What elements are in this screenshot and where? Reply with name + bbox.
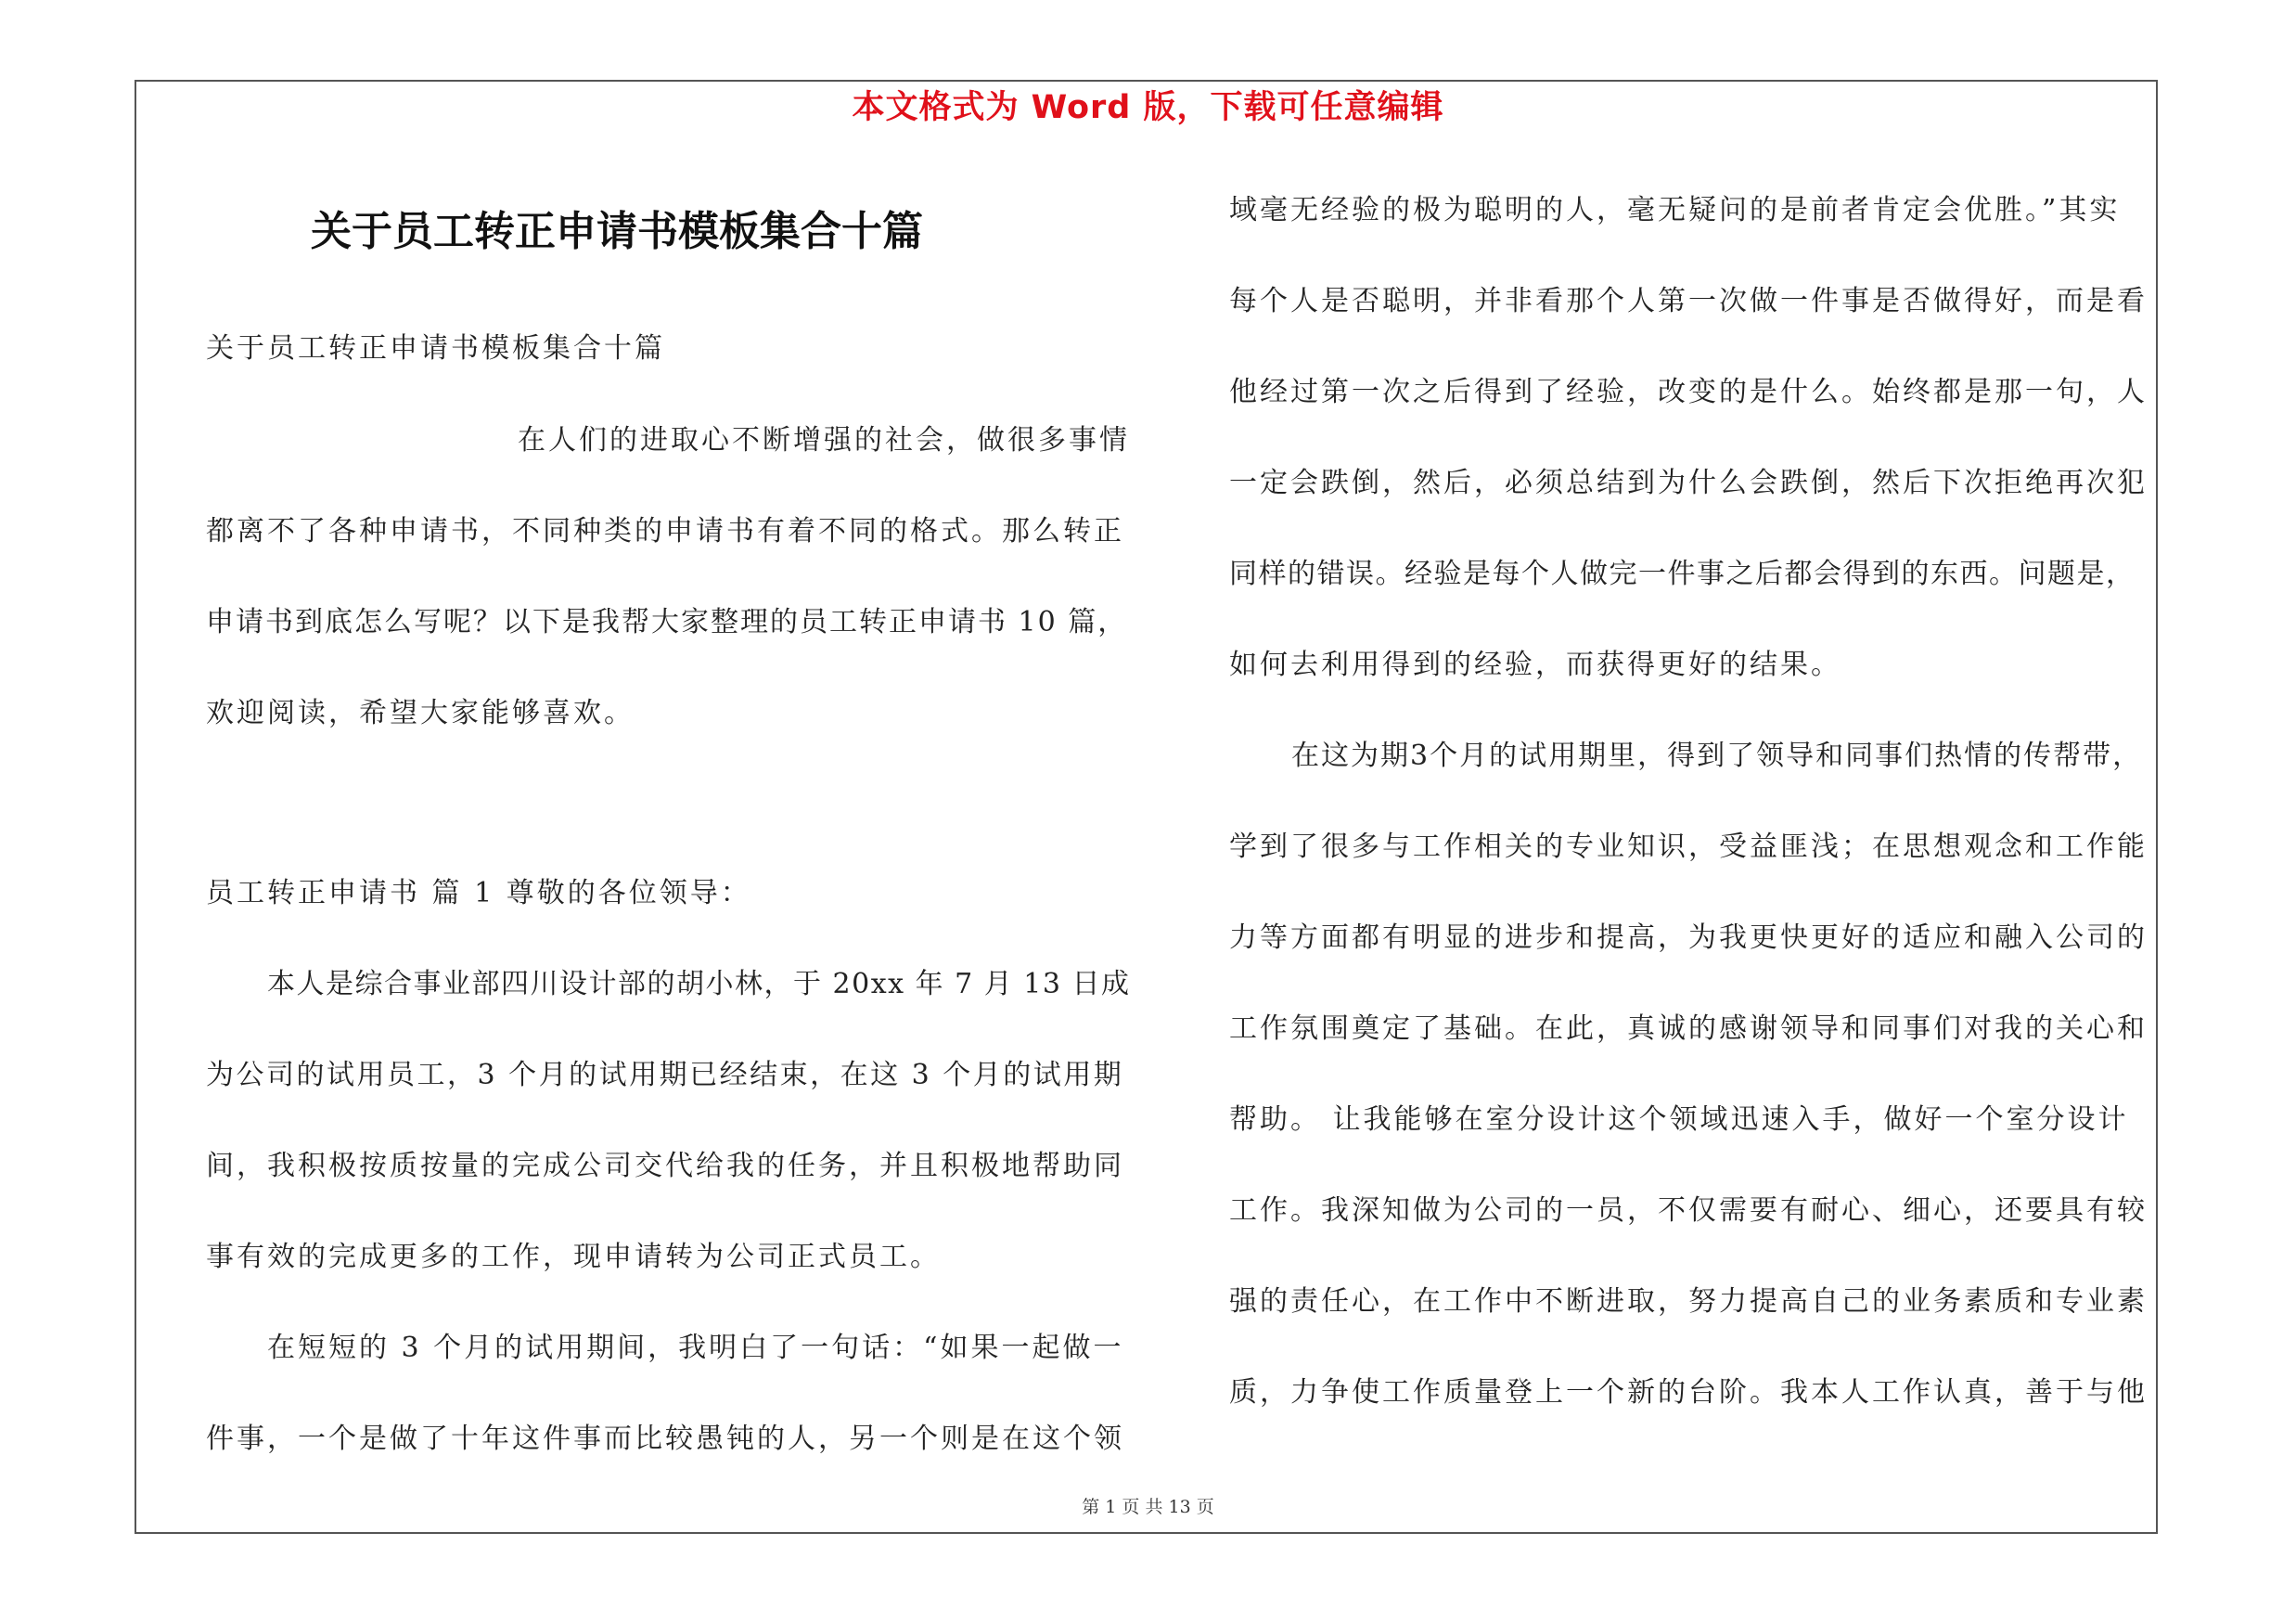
left-line-body-2: 为公司的试用员工，3 个月的试用期已经结束，在这 3 个月的试用期 bbox=[206, 1059, 1124, 1091]
right-line-2: 每个人是否聪明，并非看那个人第一次做一件事是否做得好，而是看 bbox=[1229, 285, 2148, 317]
right-line-7: 在这为期3个月的试用期里，得到了领导和同事们热情的传帮带， bbox=[1291, 740, 2143, 772]
right-line-13: 强的责任心，在工作中不断进取，努力提高自己的业务素质和专业素 bbox=[1229, 1285, 2148, 1318]
left-line-body-6: 件事，一个是做了十年这件事而比较愚钝的人，另一个则是在这个领 bbox=[206, 1423, 1124, 1455]
page-number-footer: 第 1 页 共 13 页 bbox=[1082, 1497, 1214, 1517]
left-line-intro-2: 都离不了各种申请书，不同种类的申请书有着不同的格式。那么转正 bbox=[206, 515, 1124, 547]
left-line-intro-3: 申请书到底怎么写呢？以下是我帮大家整理的员工转正申请书 10 篇， bbox=[206, 606, 1128, 638]
left-line-body-1: 本人是综合事业部四川设计部的胡小林，于 20xx 年 7 月 13 日成 bbox=[267, 968, 1131, 1000]
left-line-intro-4: 欢迎阅读，希望大家能够喜欢。 bbox=[206, 697, 635, 729]
left-line-body-3: 间，我积极按质按量的完成公司交代给我的任务，并且积极地帮助同 bbox=[206, 1150, 1124, 1182]
right-line-5: 同样的错误。经验是每个人做完一件事之后都会得到的东西。问题是， bbox=[1229, 558, 2136, 590]
right-line-6: 如何去利用得到的经验，而获得更好的结果。 bbox=[1229, 649, 1841, 681]
document-title: 关于员工转正申请书模板集合十篇 bbox=[311, 208, 923, 255]
left-line-section-heading: 员工转正申请书 篇 1 尊敬的各位领导： bbox=[206, 877, 751, 909]
right-line-4: 一定会跌倒，然后，必须总结到为什么会跌倒，然后下次拒绝再次犯 bbox=[1229, 467, 2148, 499]
right-line-9: 力等方面都有明显的进步和提高，为我更快更好的适应和融入公司的 bbox=[1229, 921, 2148, 954]
word-format-banner: 本文格式为 Word 版，下载可任意编辑 bbox=[852, 89, 1444, 126]
right-line-14: 质，力争使工作质量登上一个新的台阶。我本人工作认真，善于与他 bbox=[1229, 1376, 2148, 1409]
left-line-subtitle: 关于员工转正申请书模板集合十篇 bbox=[206, 332, 665, 365]
left-line-body-5: 在短短的 3 个月的试用期间，我明白了一句话：“如果一起做一 bbox=[267, 1332, 1124, 1364]
right-line-12: 工作。我深知做为公司的一员，不仅需要有耐心、细心，还要具有较 bbox=[1229, 1194, 2148, 1227]
left-line-body-4: 事有效的完成更多的工作，现申请转为公司正式员工。 bbox=[206, 1241, 941, 1273]
right-line-3: 他经过第一次之后得到了经验，改变的是什么。始终都是那一句，人 bbox=[1229, 376, 2148, 408]
right-line-1: 域毫无经验的极为聪明的人，毫无疑问的是前者肯定会优胜。”其实 bbox=[1229, 194, 2121, 226]
right-line-11: 帮助。 让我能够在室分设计这个领域迅速入手，做好一个室分设计 bbox=[1229, 1103, 2129, 1136]
right-line-10: 工作氛围奠定了基础。在此，真诚的感谢领导和同事们对我的关心和 bbox=[1229, 1012, 2148, 1045]
left-line-intro-1: 在人们的进取心不断增强的社会，做很多事情 bbox=[518, 424, 1130, 457]
right-line-8: 学到了很多与工作相关的专业知识，受益匪浅；在思想观念和工作能 bbox=[1229, 831, 2148, 863]
